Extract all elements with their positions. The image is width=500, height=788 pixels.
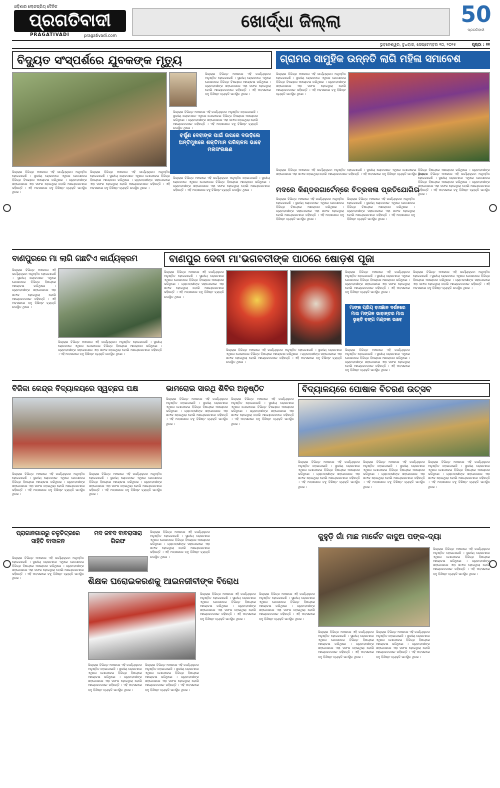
headline-tree-program: ବାଣପୁରରେ ମା ଲାଗି ଗଛଟିଏ କାର୍ଯ୍ୟକ୍ରମ [12,254,138,263]
divider [12,380,490,381]
article-text: ଜିଲ୍ଲାର ବିଭିନ୍ନ ଅଞ୍ଚଳରେ ଏହି କାର୍ଯ୍ୟକ୍ରମ ଅନୁଷ୍ଠିତ ହୋଇଯାଇଛି । ସ୍ଥାନୀୟ ଲୋକମାନେ ଏଥିରେ ଯୋଗଦେଇ ବିଭିନ୍ନ ବିଷୟରେ ଆଲୋଚନା କରିଥିଲେ । ଗ୍ରାମବାସୀଙ୍କ ସହଯୋଗରେ ଏହା ସଫଳ ହୋଇଥିଲା ବୋଲି ଆୟୋଜକମାନେ କହିଛନ୍ତି । ଏହି ଅବସରରେ ବହୁ ବିଶିଷ୍ଟ ବ୍ୟକ୍ତି ଉପସ୍ଥିତ ଥିଲେ । [173,110,258,130]
article-text: ଜିଲ୍ଲାର ବିଭିନ୍ନ ଅଞ୍ଚଳରେ ଏହି କାର୍ଯ୍ୟକ୍ରମ ଅନୁଷ୍ଠିତ ହୋଇଯାଇଛି । ସ୍ଥାନୀୟ ଲୋକମାନେ ଏଥିରେ ଯୋଗଦେଇ ବିଭିନ୍ନ ବିଷୟରେ ଆଲୋଚନା କରିଥିଲେ । ଗ୍ରାମବାସୀଙ୍କ ସହଯୋଗରେ ଏହା ସଫଳ ହୋଇଥିଲା ବୋଲି ଆୟୋଜକମାନେ କହିଛନ୍ତି । ଏହି ଅବସରରେ ବହୁ ବିଶିଷ୍ଟ ବ୍ୟକ୍ତି ଉପସ୍ଥିତ ଥିଲେ । [345,270,410,295]
article-text: ଜିଲ୍ଲାର ବିଭିନ୍ନ ଅଞ୍ଚଳରେ ଏହି କାର୍ଯ୍ୟକ୍ରମ ଅନୁଷ୍ଠିତ ହୋଇଯାଇଛି । ସ୍ଥାନୀୟ ଲୋକମାନେ ଏଥିରେ ଯୋଗଦେଇ ବିଭିନ୍ନ ବିଷୟରେ ଆଲୋଚନା କରିଥିଲେ । ଗ୍ରାମବାସୀଙ୍କ ସହଯୋଗରେ ଏହା ସଫଳ ହୋଇଥିଲା ବୋଲି ଆୟୋଜକମାନେ କହିଛନ୍ତି । ଏହି ଅବସରରେ ବହୁ ବିଶିଷ୍ଟ ବ୍ୟକ୍ତି ଉପସ୍ଥିତ ଥିଲେ । [12,556,84,581]
pullquote-box: ବର୍ଷୁଣ ଦେବୀଙ୍କ ପାଇଁ ଉପରେ ଦଉଡ଼ିଲେ ଅନ୍ତିମୁଖରେ ଶକ୍ତିମାନ ପରିଚାଳନା ଭାବେ ମନାସଂରକ୍ଷଣ [170,130,270,174]
headline-lawyers-protest: ଶିକ୍ଷକ ଘରୋଇକରଣକୁ ଆଇନଜୀବୀଙ୍କ ବିରୋଧ [88,577,239,587]
article-text: ଜିଲ୍ଲାର ବିଭିନ୍ନ ଅଞ୍ଚଳରେ ଏହି କାର୍ଯ୍ୟକ୍ରମ ଅନୁଷ୍ଠିତ ହୋଇଯାଇଛି । ସ୍ଥାନୀୟ ଲୋକମାନେ ଏଥିରେ ଯୋଗଦେଇ ବିଭିନ୍ନ ବିଷୟରେ ଆଲୋଚନା କରିଥିଲେ । ଗ୍ରାମବାସୀଙ୍କ ସହଯୋଗରେ ଏହା ସଫଳ ହୋଇଥିଲା ବୋଲି ଆୟୋଜକମାନେ କହିଛନ୍ତି । ଏହି ଅବସରରେ ବହୁ ବିଶିଷ୍ଟ ବ୍ୟକ୍ତି ଉପସ୍ଥିତ ଥିଲେ । [418,172,490,197]
divider [12,527,490,528]
top-tagline: ଓଡ଼ିଶାର ଲୋକପ୍ରିୟ ଦୈନିକ [14,4,58,9]
anniversary-number: 50 [460,3,492,28]
photo-arrest [88,556,148,572]
headline-uniform: ବିଦ୍ୟାଳୟରେ ପୋଷାକ ବିତରଣ ଉତ୍ସବ [298,383,490,397]
photo-deity [226,270,288,345]
headline-cleanliness: ବିଜିକା କେନ୍ଦ୍ର ବିଦ୍ୟାଳୟରେ ସ୍ୱଚ୍ଛତା ପକ୍ଷ [12,384,139,393]
photo-fish-market [318,547,430,627]
registration-mark [3,560,11,568]
article-text: ଜିଲ୍ଲାର ବିଭିନ୍ନ ଅଞ୍ଚଳରେ ଏହି କାର୍ଯ୍ୟକ୍ରମ ଅନୁଷ୍ଠିତ ହୋଇଯାଇଛି । ସ୍ଥାନୀୟ ଲୋକମାନେ ଏଥିରେ ଯୋଗଦେଇ ବିଭିନ୍ନ ବିଷୟରେ ଆଲୋଚନା କରିଥିଲେ । ଗ୍ରାମବାସୀଙ୍କ ସହଯୋଗରେ ଏହା ସଫଳ ହୋଇଥିଲା ବୋଲି ଆୟୋଜକମାନେ କହିଛନ୍ତି । ଏହି ଅବସରରେ ବହୁ ବିଶିଷ୍ଟ ବ୍ୟକ୍ତି ଉପସ୍ଥିତ ଥିଲେ । [298,460,360,489]
anniversary-badge [456,4,496,36]
photo-tree-plantation [58,268,162,338]
website: pragativadi.com [84,33,117,38]
article-text: ଜିଲ୍ଲାର ବିଭିନ୍ନ ଅଞ୍ଚଳରେ ଏହି କାର୍ଯ୍ୟକ୍ରମ ଅନୁଷ୍ଠିତ ହୋଇଯାଇଛି । ସ୍ଥାନୀୟ ଲୋକମାନେ ଏଥିରେ ଯୋଗଦେଇ ବିଭିନ୍ନ ବିଷୟରେ ଆଲୋଚନା କରିଥିଲେ । ଗ୍ରାମବାସୀଙ୍କ ସହଯୋଗରେ ଏହା ସଫଳ ହୋଇଥିଲା ବୋଲି ଆୟୋଜକମାନେ କହିଛନ୍ତି । ଏହି ଅବସରରେ ବହୁ ବିଶିଷ୍ଟ ବ୍ୟକ୍ତି ଉପସ୍ଥିତ ଥିଲେ । [318,630,374,659]
section-title: ଖୋର୍ଦ୍ଧା ଜିଲ୍ଲା [241,12,341,32]
photo-deity-adorned [290,270,342,345]
article-text: ଜିଲ୍ଲାର ବିଭିନ୍ନ ଅଞ୍ଚଳରେ ଏହି କାର୍ଯ୍ୟକ୍ରମ ଅନୁଷ୍ଠିତ ହୋଇଯାଇଛି । ସ୍ଥାନୀୟ ଲୋକମାନେ ଏଥିରେ ଯୋଗଦେଇ ବିଭିନ୍ନ ବିଷୟରେ ଆଲୋଚନା କରିଥିଲେ । ଗ୍ରାମବାସୀଙ୍କ ସହଯୋଗରେ ଏହା ସଫଳ ହୋଇଥିଲା ବୋଲି ଆୟୋଜକମାନେ କହିଛନ୍ତି । ଏହି ଅବସରରେ ବହୁ ବିଶିଷ୍ଟ ବ୍ୟକ୍ତି ଉପସ୍ଥିତ ଥିଲେ । [276,197,344,222]
article-text: ଜିଲ୍ଲାର ବିଭିନ୍ନ ଅଞ୍ଚଳରେ ଏହି କାର୍ଯ୍ୟକ୍ରମ ଅନୁଷ୍ଠିତ ହୋଇଯାଇଛି । ସ୍ଥାନୀୟ ଲୋକମାନେ ଏଥିରେ ଯୋଗଦେଇ ବିଭିନ୍ନ ବିଷୟରେ ଆଲୋଚନା କରିଥିଲେ । ଗ୍ରାମବାସୀଙ୍କ ସହଯୋଗରେ ଏହା ସଫଳ ହୋଇଥିଲା ବୋଲି ଆୟୋଜକମାନେ କହିଛନ୍ତି । ଏହି ଅବସରରେ ବହୁ ବିଶିଷ୍ଟ ବ୍ୟକ୍ତି ଉପସ୍ଥିତ ଥିଲେ । [347,197,415,222]
article-text: ଜିଲ୍ଲାର ବିଭିନ୍ନ ଅଞ୍ଚଳରେ ଏହି କାର୍ଯ୍ୟକ୍ରମ ଅନୁଷ୍ଠିତ ହୋଇଯାଇଛି । ସ୍ଥାନୀୟ ଲୋକମାନେ ଏଥିରେ ଯୋଗଦେଇ ବିଭିନ୍ନ ବିଷୟରେ ଆଲୋଚନା କରିଥିଲେ । ଗ୍ରାମବାସୀଙ୍କ ସହଯୋଗରେ ଏହା ସଫଳ ହୋଇଥିଲା ବୋଲି ଆୟୋଜକମାନେ କହିଛନ୍ତି । ଏହି ଅବସରରେ ବହୁ ବିଶିଷ୍ଟ ବ୍ୟକ୍ତି ଉପସ୍ଥିତ ଥିଲେ । [259,592,315,621]
anniversary-sub: ପ୍ରଗତିବାଦୀ [467,28,485,32]
registration-mark [489,204,497,212]
headline-literary: ପ୍ରାଗାନଗାରରୁ ଚଳୁଚିତ୍ରରେ ସାହିତି ବାଦାଳନ [16,531,80,545]
date-line: ଭୁବନେଶ୍ୱର, ବୁଧବାର, ସେପ୍ଟେମ୍ବର ୧୦, ୨୦୨୫ [379,42,456,47]
article-text: ଜିଲ୍ଲାର ବିଭିନ୍ନ ଅଞ୍ଚଳରେ ଏହି କାର୍ଯ୍ୟକ୍ରମ ଅନୁଷ୍ଠିତ ହୋଇଯାଇଛି । ସ୍ଥାନୀୟ ଲୋକମାନେ ଏଥିରେ ଯୋଗଦେଇ ବିଭିନ୍ନ ବିଷୟରେ ଆଲୋଚନା କରିଥିଲେ । ଗ୍ରାମବାସୀଙ୍କ ସହଯୋଗରେ ଏହା ସଫଳ ହୋଇଥିଲା ବୋଲି ଆୟୋଜକମାନେ କହିଛନ୍ତି । ଏହି ଅବସରରେ ବହୁ ବିଶିଷ୍ଟ ବ୍ୟକ୍ତି ଉପସ୍ଥିତ ଥିଲେ । [12,268,56,309]
article-text: ଜିଲ୍ଲାର ବିଭିନ୍ନ ଅଞ୍ଚଳରେ ଏହି କାର୍ଯ୍ୟକ୍ରମ ଅନୁଷ୍ଠିତ ହୋଇଯାଇଛି । ସ୍ଥାନୀୟ ଲୋକମାନେ ଏଥିରେ ଯୋଗଦେଇ ବିଭିନ୍ନ ବିଷୟରେ ଆଲୋଚନା କରିଥିଲେ । ଗ୍ରାମବାସୀଙ୍କ ସହଯୋଗରେ ଏହା ସଫଳ ହୋଇଥିଲା ବୋଲି ଆୟୋଜକମାନେ କହିଛନ୍ତି । ଏହି ଅବସରରେ ବହୁ ବିଶିଷ୍ଟ ବ୍ୟକ୍ତି ଉପସ୍ଥିତ ଥିଲେ । [89,472,162,497]
photo-victim-portrait [169,72,197,107]
headline-fish-market: କୁହୁଡ଼ି ଗାଁ ମାଛ ମାର୍କେଟ କାଦୁଅ ପଙ୍କ-ଦ୍ୟା [318,532,442,541]
headline-banapur-puja: ବାଣପୁର ଦେବୀ ମା'ଭଗବତୀଙ୍କ ପାଠରେ ଷୋଡ଼ଶ ପୂଜା [164,252,490,267]
photo-students [12,397,162,469]
article-text: ଜିଲ୍ଲାର ବିଭିନ୍ନ ଅଞ୍ଚଳରେ ଏହି କାର୍ଯ୍ୟକ୍ରମ ଅନୁଷ୍ଠିତ ହୋଇଯାଇଛି । ସ୍ଥାନୀୟ ଲୋକମାନେ ଏଥିରେ ଯୋଗଦେଇ ବିଭିନ୍ନ ବିଷୟରେ ଆଲୋଚନା କରିଥିଲେ । ଗ୍ରାମବାସୀଙ୍କ ସହଯୋଗରେ ଏହା ସଫଳ ହୋଇଥିଲା ବୋଲି ଆୟୋଜକମାନେ କହିଛନ୍ତି । ଏହି ଅବସରରେ ବହୁ ବିଶିଷ୍ଟ ବ୍ୟକ୍ତି ଉପସ୍ଥିତ ଥିଲେ । [58,340,162,357]
article-text: ଜିଲ୍ଲାର ବିଭିନ୍ନ ଅଞ୍ଚଳରେ ଏହି କାର୍ଯ୍ୟକ୍ରମ ଅନୁଷ୍ଠିତ ହୋଇଯାଇଛି । ସ୍ଥାନୀୟ ଲୋକମାନେ ଏଥିରେ ଯୋଗଦେଇ ବିଭିନ୍ନ ବିଷୟରେ ଆଲୋଚନା କରିଥିଲେ । ଗ୍ରାମବାସୀଙ୍କ ସହଯୋଗରେ ଏହା ସଫଳ ହୋଇଥିଲା ବୋଲି ଆୟୋଜକମାନେ କହିଛନ୍ତି । ଏହି ଅବସରରେ ବହୁ ବିଶିଷ୍ଟ ବ୍ୟକ୍ତି ଉପସ୍ଥିତ ଥିଲେ । [376,630,430,659]
article-text: ଜିଲ୍ଲାର ବିଭିନ୍ନ ଅଞ୍ଚଳରେ ଏହି କାର୍ଯ୍ୟକ୍ରମ ଅନୁଷ୍ଠିତ ହୋଇଯାଇଛି । ସ୍ଥାନୀୟ ଲୋକମାନେ ଏଥିରେ ଯୋଗଦେଇ ବିଭିନ୍ନ ବିଷୟରେ ଆଲୋଚନା କରିଥିଲେ । ଗ୍ରାମବାସୀଙ୍କ ସହଯୋଗରେ ଏହା ସଫଳ ହୋଇଥିଲା ବୋଲି ଆୟୋଜକମାନେ କହିଛନ୍ତି । ଏହି ଅବସରରେ ବହୁ ବିଶିଷ୍ଟ ବ୍ୟକ୍ତି ଉପସ୍ଥିତ ଥିଲେ । [164,270,224,299]
article-text: ଜିଲ୍ଲାର ବିଭିନ୍ନ ଅଞ୍ଚଳରେ ଏହି କାର୍ଯ୍ୟକ୍ରମ ଅନୁଷ୍ଠିତ ହୋଇଯାଇଛି । ସ୍ଥାନୀୟ ଲୋକମାନେ ଏଥିରେ ଯୋଗଦେଇ ବିଭିନ୍ନ ବିଷୟରେ ଆଲୋଚନା କରିଥିଲେ । ଗ୍ରାମବାସୀଙ୍କ ସହଯୋଗରେ ଏହା ସଫଳ ହୋଇଥିଲା ବୋଲି ଆୟୋଜକମାନେ କହିଛନ୍ତି । ଏହି ଅବସରରେ ବହୁ ବିଶିଷ୍ଟ ବ୍ୟକ୍ତି ଉପସ୍ଥିତ ଥିଲେ । [12,170,87,195]
divider [12,48,490,49]
photo-women-gathering [348,72,490,162]
headline-electrocution: ବିଦ୍ୟୁତ ସଂସ୍ପର୍ଶରେ ଯୁବକଙ୍କ ମୃତ୍ୟୁ [12,51,272,69]
divider [12,249,490,250]
article-text: ଜିଲ୍ଲାର ବିଭିନ୍ନ ଅଞ୍ଚଳରେ ଏହି କାର୍ଯ୍ୟକ୍ରମ ଅନୁଷ୍ଠିତ ହୋଇଯାଇଛି । ସ୍ଥାନୀୟ ଲୋକମାନେ ଏଥିରେ ଯୋଗଦେଇ ବିଭିନ୍ନ ବିଷୟରେ ଆଲୋଚନା କରିଥିଲେ । ଗ୍ରାମବାସୀଙ୍କ ସହଯୋଗରେ ଏହା ସଫଳ ହୋଇଥିଲା ବୋଲି ଆୟୋଜକମାନେ କହିଛନ୍ତି । ଏହି ଅବସରରେ ବହୁ ବିଶିଷ୍ଟ ବ୍ୟକ୍ତି ଉପସ୍ଥିତ ଥିଲେ । [276,168,490,177]
headline-women-meeting: ଗ୍ରାମର ସାମୁହିକ ଉନ୍ନତି ଲାଗି ମହିଳା ସମାବେଶ [276,51,490,69]
photo-uniform-distribution [298,399,490,457]
photo-lawyers-protest [88,592,196,660]
headline-art-competition: ମଦରେ କିଣ୍ଡରଗାର୍ଟେନ୍ରେ ଚିତ୍ରକଳା ପ୍ରତିଯୋଗିତା [276,185,420,194]
article-text: ଜିଲ୍ଲାର ବିଭିନ୍ନ ଅଞ୍ଚଳରେ ଏହି କାର୍ଯ୍ୟକ୍ରମ ଅନୁଷ୍ଠିତ ହୋଇଯାଇଛି । ସ୍ଥାନୀୟ ଲୋକମାନେ ଏଥିରେ ଯୋଗଦେଇ ବିଭିନ୍ନ ବିଷୟରେ ଆଲୋଚନା କରିଥିଲେ । ଗ୍ରାମବାସୀଙ୍କ ସହଯୋଗରେ ଏହା ସଫଳ ହୋଇଥିଲା ବୋଲି ଆୟୋଜକମାନେ କହିଛନ୍ତି । ଏହି ଅବସରରେ ବହୁ ବିଶିଷ୍ଟ ବ୍ୟକ୍ତି ଉପସ୍ଥିତ ଥିଲେ । [363,460,425,489]
article-text: ଜିଲ୍ଲାର ବିଭିନ୍ନ ଅଞ୍ଚଳରେ ଏହି କାର୍ଯ୍ୟକ୍ରମ ଅନୁଷ୍ଠିତ ହୋଇଯାଇଛି । ସ୍ଥାନୀୟ ଲୋକମାନେ ଏଥିରେ ଯୋଗଦେଇ ବିଭିନ୍ନ ବିଷୟରେ ଆଲୋଚନା କରିଥିଲେ । ଗ୍ରାମବାସୀଙ୍କ ସହଯୋଗରେ ଏହା ସଫଳ ହୋଇଥିଲା ବୋଲି ଆୟୋଜକମାନେ କହିଛନ୍ତି । ଏହି ଅବସରରେ ବହୁ ବିଶିଷ୍ଟ ବ୍ୟକ୍ତି ଉପସ୍ଥିତ ଥିଲେ । [231,397,294,426]
divider [12,40,490,41]
article-text: ଜିଲ୍ଲାର ବିଭିନ୍ନ ଅଞ୍ଚଳରେ ଏହି କାର୍ଯ୍ୟକ୍ରମ ଅନୁଷ୍ଠିତ ହୋଇଯାଇଛି । ସ୍ଥାନୀୟ ଲୋକମାନେ ଏଥିରେ ଯୋଗଦେଇ ବିଭିନ୍ନ ବିଷୟରେ ଆଲୋଚନା କରିଥିଲେ । ଗ୍ରାମବାସୀଙ୍କ ସହଯୋଗରେ ଏହା ସଫଳ ହୋଇଥିଲା ବୋଲି ଆୟୋଜକମାନେ କହିଛନ୍ତି । ଏହି ଅବସରରେ ବହୁ ବିଶିଷ୍ଟ ବ୍ୟକ୍ତି ଉପସ୍ଥିତ ଥିଲେ । [166,397,228,426]
article-text: ଜିଲ୍ଲାର ବିଭିନ୍ନ ଅଞ୍ଚଳରେ ଏହି କାର୍ଯ୍ୟକ୍ରମ ଅନୁଷ୍ଠିତ ହୋଇଯାଇଛି । ସ୍ଥାନୀୟ ଲୋକମାନେ ଏଥିରେ ଯୋଗଦେଇ ବିଭିନ୍ନ ବିଷୟରେ ଆଲୋଚନା କରିଥିଲେ । ଗ୍ରାମବାସୀଙ୍କ ସହଯୋଗରେ ଏହା ସଫଳ ହୋଇଥିଲା ବୋଲି ଆୟୋଜକମାନେ କହିଛନ୍ତି । ଏହି ଅବସରରେ ବହୁ ବିଶିଷ୍ଟ ବ୍ୟକ୍ତି ଉପସ୍ଥିତ ଥିଲେ । [173,176,270,193]
masthead-logo: ପ୍ରଗତିବାଦୀ [14,10,126,32]
article-text: ଜିଲ୍ଲାର ବିଭିନ୍ନ ଅଞ୍ଚଳରେ ଏହି କାର୍ଯ୍ୟକ୍ରମ ଅନୁଷ୍ଠିତ ହୋଇଯାଇଛି । ସ୍ଥାନୀୟ ଲୋକମାନେ ଏଥିରେ ଯୋଗଦେଇ ବିଭିନ୍ନ ବିଷୟରେ ଆଲୋଚନା କରିଥିଲେ । ଗ୍ରାମବାସୀଙ୍କ ସହଯୋଗରେ ଏହା ସଫଳ ହୋଇଥିଲା ବୋଲି ଆୟୋଜକମାନେ କହିଛନ୍ତି । ଏହି ଅବସରରେ ବହୁ ବିଶିଷ୍ଟ ବ୍ୟକ୍ତି ଉପସ୍ଥିତ ଥିଲେ । [413,270,490,291]
article-text: ଜିଲ୍ଲାର ବିଭିନ୍ନ ଅଞ୍ଚଳରେ ଏହି କାର୍ଯ୍ୟକ୍ରମ ଅନୁଷ୍ଠିତ ହୋଇଯାଇଛି । ସ୍ଥାନୀୟ ଲୋକମାନେ ଏଥିରେ ଯୋଗଦେଇ ବିଭିନ୍ନ ବିଷୟରେ ଆଲୋଚନା କରିଥିଲେ । ଗ୍ରାମବାସୀଙ୍କ ସହଯୋଗରେ ଏହା ସଫଳ ହୋଇଥିଲା ବୋଲି ଆୟୋଜକମାନେ କହିଛନ୍ତି । ଏହି ଅବସରରେ ବହୁ ବିଶିଷ୍ଟ ବ୍ୟକ୍ତି ଉପସ୍ଥିତ ଥିଲେ । [433,547,490,576]
photo-crowd-electrocution [12,72,167,167]
headline-camp: ଭାମରୋଇ ସାରଥି ଶିବିର ଅନୁଷ୍ଠିତ [166,384,265,393]
article-text: ଜିଲ୍ଲାର ବିଭିନ୍ନ ଅଞ୍ଚଳରେ ଏହି କାର୍ଯ୍ୟକ୍ରମ ଅନୁଷ୍ଠିତ ହୋଇଯାଇଛି । ସ୍ଥାନୀୟ ଲୋକମାନେ ଏଥିରେ ଯୋଗଦେଇ ବିଭିନ୍ନ ବିଷୟରେ ଆଲୋଚନା କରିଥିଲେ । ଗ୍ରାମବାସୀଙ୍କ ସହଯୋଗରେ ଏହା ସଫଳ ହୋଇଥିଲା ବୋଲି ଆୟୋଜକମାନେ କହିଛନ୍ତି । ଏହି ଅବସରରେ ବହୁ ବିଶିଷ୍ଟ ବ୍ୟକ୍ତି ଉପସ୍ଥିତ ଥିଲେ । [200,592,256,621]
article-text: ଜିଲ୍ଲାର ବିଭିନ୍ନ ଅଞ୍ଚଳରେ ଏହି କାର୍ଯ୍ୟକ୍ରମ ଅନୁଷ୍ଠିତ ହୋଇଯାଇଛି । ସ୍ଥାନୀୟ ଲୋକମାନେ ଏଥିରେ ଯୋଗଦେଇ ବିଭିନ୍ନ ବିଷୟରେ ଆଲୋଚନା କରିଥିଲେ । ଗ୍ରାମବାସୀଙ୍କ ସହଯୋଗରେ ଏହା ସଫଳ ହୋଇଥିଲା ବୋଲି ଆୟୋଜକମାନେ କହିଛନ୍ତି । ଏହି ଅବସରରେ ବହୁ ବିଶିଷ୍ଟ ବ୍ୟକ୍ତି ଉପସ୍ଥିତ ଥିଲେ । [345,348,410,373]
registration-mark [3,204,11,212]
pullquote-box: ମାଙ୍କ ପ୍ରିୟ ବାସଜ୍ଞାନ ଦର୍ଶନରେ ମାତା ମଙ୍ଗଳ ଭାବାନ୍ତର ମାତା ଭୃକ୍ତି ବଙ୍ଗ ମଣ୍ଡଳୀ ଭାବେ [345,304,410,346]
article-text: ଜିଲ୍ଲାର ବିଭିନ୍ନ ଅଞ୍ଚଳରେ ଏହି କାର୍ଯ୍ୟକ୍ରମ ଅନୁଷ୍ଠିତ ହୋଇଯାଇଛି । ସ୍ଥାନୀୟ ଲୋକମାନେ ଏଥିରେ ଯୋଗଦେଇ ବିଭିନ୍ନ ବିଷୟରେ ଆଲୋଚନା କରିଥିଲେ । ଗ୍ରାମବାସୀଙ୍କ ସହଯୋଗରେ ଏହା ସଫଳ ହୋଇଥିଲା ବୋଲି ଆୟୋଜକମାନେ କହିଛନ୍ତି । ଏହି ଅବସରରେ ବହୁ ବିଶିଷ୍ଟ ବ୍ୟକ୍ତି ଉପସ୍ଥିତ ଥିଲେ । [88,663,142,692]
article-text: ଜିଲ୍ଲାର ବିଭିନ୍ନ ଅଞ୍ଚଳରେ ଏହି କାର୍ଯ୍ୟକ୍ରମ ଅନୁଷ୍ଠିତ ହୋଇଯାଇଛି । ସ୍ଥାନୀୟ ଲୋକମାନେ ଏଥିରେ ଯୋଗଦେଇ ବିଭିନ୍ନ ବିଷୟରେ ଆଲୋଚନା କରିଥିଲେ । ଗ୍ରାମବାସୀଙ୍କ ସହଯୋଗରେ ଏହା ସଫଳ ହୋଇଥିଲା ବୋଲି ଆୟୋଜକମାନେ କହିଛନ୍ତି । ଏହି ଅବସରରେ ବହୁ ବିଶିଷ୍ଟ ବ୍ୟକ୍ତି ଉପସ୍ଥିତ ଥିଲେ । [150,530,210,559]
registration-mark [489,560,497,568]
article-text: ଜିଲ୍ଲାର ବିଭିନ୍ନ ଅଞ୍ଚଳରେ ଏହି କାର୍ଯ୍ୟକ୍ରମ ଅନୁଷ୍ଠିତ ହୋଇଯାଇଛି । ସ୍ଥାନୀୟ ଲୋକମାନେ ଏଥିରେ ଯୋଗଦେଇ ବିଭିନ୍ନ ବିଷୟରେ ଆଲୋଚନା କରିଥିଲେ । ଗ୍ରାମବାସୀଙ୍କ ସହଯୋଗରେ ଏହା ସଫଳ ହୋଇଥିଲା ବୋଲି ଆୟୋଜକମାନେ କହିଛନ୍ତି । ଏହି ଅବସରରେ ବହୁ ବିଶିଷ୍ଟ ବ୍ୟକ୍ତି ଉପସ୍ଥିତ ଥିଲେ । [90,170,170,191]
logo-english: PRAGATIVADI [30,33,70,38]
article-text: ଜିଲ୍ଲାର ବିଭିନ୍ନ ଅଞ୍ଚଳରେ ଏହି କାର୍ଯ୍ୟକ୍ରମ ଅନୁଷ୍ଠିତ ହୋଇଯାଇଛି । ସ୍ଥାନୀୟ ଲୋକମାନେ ଏଥିରେ ଯୋଗଦେଇ ବିଭିନ୍ନ ବିଷୟରେ ଆଲୋଚନା କରିଥିଲେ । ଗ୍ରାମବାସୀଙ୍କ ସହଯୋଗରେ ଏହା ସଫଳ ହୋଇଥିଲା ବୋଲି ଆୟୋଜକମାନେ କହିଛନ୍ତି । ଏହି ଅବସରରେ ବହୁ ବିଶିଷ୍ଟ ବ୍ୟକ୍ତି ଉପସ୍ଥିତ ଥିଲେ । [12,472,85,497]
article-text: ଜିଲ୍ଲାର ବିଭିନ୍ନ ଅଞ୍ଚଳରେ ଏହି କାର୍ଯ୍ୟକ୍ରମ ଅନୁଷ୍ଠିତ ହୋଇଯାଇଛି । ସ୍ଥାନୀୟ ଲୋକମାନେ ଏଥିରେ ଯୋଗଦେଇ ବିଭିନ୍ନ ବିଷୟରେ ଆଲୋଚନା କରିଥିଲେ । ଗ୍ରାମବାସୀଙ୍କ ସହଯୋଗରେ ଏହା ସଫଳ ହୋଇଥିଲା ବୋଲି ଆୟୋଜକମାନେ କହିଛନ୍ତି । ଏହି ଅବସରରେ ବହୁ ବିଶିଷ୍ଟ ବ୍ୟକ୍ତି ଉପସ୍ଥିତ ଥିଲେ । [145,663,199,692]
article-text: ଜିଲ୍ଲାର ବିଭିନ୍ନ ଅଞ୍ଚଳରେ ଏହି କାର୍ଯ୍ୟକ୍ରମ ଅନୁଷ୍ଠିତ ହୋଇଯାଇଛି । ସ୍ଥାନୀୟ ଲୋକମାନେ ଏଥିରେ ଯୋଗଦେଇ ବିଭିନ୍ନ ବିଷୟରେ ଆଲୋଚନା କରିଥିଲେ । ଗ୍ରାମବାସୀଙ୍କ ସହଯୋଗରେ ଏହା ସଫଳ ହୋଇଥିଲା ବୋଲି ଆୟୋଜକମାନେ କହିଛନ୍ତି । ଏହି ଅବସରରେ ବହୁ ବିଶିଷ୍ଟ ବ୍ୟକ୍ତି ଉପସ୍ଥିତ ଥିଲେ । [205,72,271,97]
article-text: ଜିଲ୍ଲାର ବିଭିନ୍ନ ଅଞ୍ଚଳରେ ଏହି କାର୍ଯ୍ୟକ୍ରମ ଅନୁଷ୍ଠିତ ହୋଇଯାଇଛି । ସ୍ଥାନୀୟ ଲୋକମାନେ ଏଥିରେ ଯୋଗଦେଇ ବିଭିନ୍ନ ବିଷୟରେ ଆଲୋଚନା କରିଥିଲେ । ଗ୍ରାମବାସୀଙ୍କ ସହଯୋଗରେ ଏହା ସଫଳ ହୋଇଥିଲା ବୋଲି ଆୟୋଜକମାନେ କହିଛନ୍ତି । ଏହି ଅବସରରେ ବହୁ ବିଶିଷ୍ଟ ବ୍ୟକ୍ତି ଉପସ୍ଥିତ ଥିଲେ । [276,72,346,97]
page-number: ପୃଷ୍ଠା : ୧୧ [471,42,490,47]
headline-liquor-arrest: ମଦ ଜବଦ ବାବରାସାରା ଗିରଫ [94,531,142,545]
article-text: ଜିଲ୍ଲାର ବିଭିନ୍ନ ଅଞ୍ଚଳରେ ଏହି କାର୍ଯ୍ୟକ୍ରମ ଅନୁଷ୍ଠିତ ହୋଇଯାଇଛି । ସ୍ଥାନୀୟ ଲୋକମାନେ ଏଥିରେ ଯୋଗଦେଇ ବିଭିନ୍ନ ବିଷୟରେ ଆଲୋଚନା କରିଥିଲେ । ଗ୍ରାମବାସୀଙ୍କ ସହଯୋଗରେ ଏହା ସଫଳ ହୋଇଥିଲା ବୋଲି ଆୟୋଜକମାନେ କହିଛନ୍ତି । ଏହି ଅବସରରେ ବହୁ ବିଶିଷ୍ଟ ବ୍ୟକ୍ତି ଉପସ୍ଥିତ ଥିଲେ । [428,460,490,489]
article-text: ଜିଲ୍ଲାର ବିଭିନ୍ନ ଅଞ୍ଚଳରେ ଏହି କାର୍ଯ୍ୟକ୍ରମ ଅନୁଷ୍ଠିତ ହୋଇଯାଇଛି । ସ୍ଥାନୀୟ ଲୋକମାନେ ଏଥିରେ ଯୋଗଦେଇ ବିଭିନ୍ନ ବିଷୟରେ ଆଲୋଚନା କରିଥିଲେ । ଗ୍ରାମବାସୀଙ୍କ ସହଯୋଗରେ ଏହା ସଫଳ ହୋଇଥିଲା ବୋଲି ଆୟୋଜକମାନେ କହିଛନ୍ତି । ଏହି ଅବସରରେ ବହୁ ବିଶିଷ୍ଟ ବ୍ୟକ୍ତି ଉପସ୍ଥିତ ଥିଲେ । [226,348,342,365]
